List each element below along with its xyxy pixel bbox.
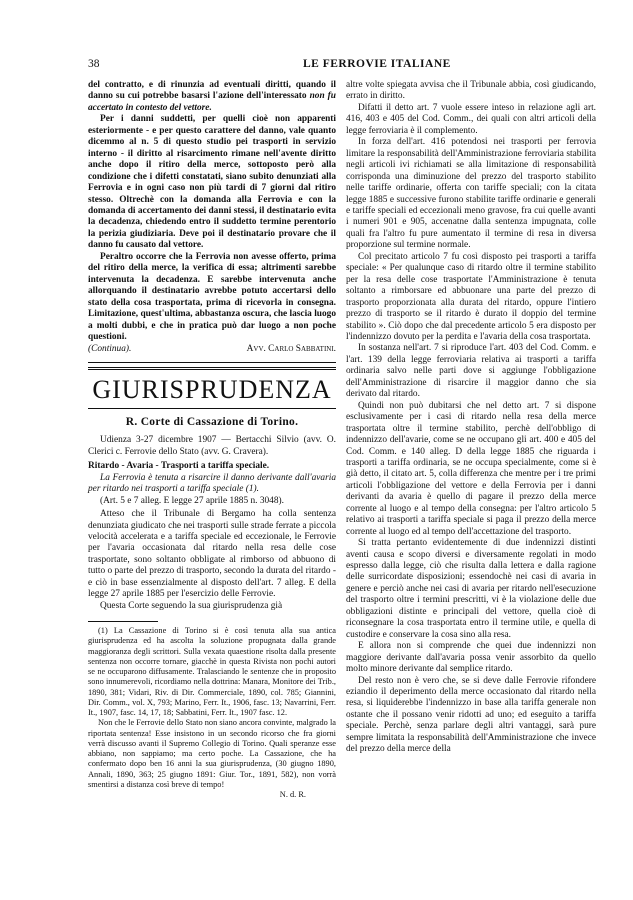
left-column bbox=[88, 80, 336, 800]
paragraph: Difatti il detto art. 7 vuole essere inteso in relazione agli art. 416, 403 e 405 del Cod. Comm., dei quali con altri articoli della legge ferroviaria è il complemento. bbox=[346, 102, 596, 136]
hearing-line: Udienza 3-27 dicembre 1907 — Bertacchi Silvio (avv. O. Clerici c. Ferrovie dello Stato (avv. G. Cravera). bbox=[88, 435, 336, 457]
article-signature bbox=[88, 344, 336, 355]
paragraph: Del resto non è vero che, se si deve dalle Ferrovie rifondere eziandio il deperimento della merce occasionato dal ritardo nella resa, si liquiderebbe l'indennizzo in base alla tariffa generale non ostante che il possano venir ridotti ad uno; ed eseguito a tariffa speciale. Perchè, senza parlare degli altri vantaggi, sarà pure sempre limitata la responsabilità dell'Amministrazione che invece del prezzo della merce della bbox=[346, 675, 596, 755]
paragraph: In forza dell'art. 416 potendosi nei trasporti per ferrovia limitare la responsabilità dell'Amministrazione ferroviaria stabilita negli articoli ivi richiamati se alla limitazione di responsabilità corrisponda una diminuzione del prezzo del trasporto stabilito nelle tariffe ordinarie, offerta con tariffe speciali; con la citata legge 1885 e successive furono stabilite tariffe ordinarie e generali e tariffe speciali ed eccezionali meno gravose, fra cui quelle avanti i numeri 901 e 905, accenatne dalla sentenza impugnata, colle quali fra l'altro fu pure aumentato il termine di resa in diversa proporzione sul termine normale. bbox=[346, 137, 596, 251]
paragraph: Peraltro occorre che la Ferrovia non avesse offerto, prima del ritiro della merce, la verifica di essa; altrimenti sarebbe intervenuta la decadenza. E sarebbe intervenuta anche allorquando il destinatario avrebbe potuto accertarsi dello stato della cosa trasportata, prima di ricevorla in consegna. Limitazione, quest'ultima, abbastanza oscura, che lascia luogo a molti dubbi, e che in pratica può dar luogo a non poche questioni. bbox=[88, 251, 336, 342]
footnote bbox=[88, 621, 336, 800]
law-reference: (Art. 5 e 7 alleg. E legge 27 aprile 1885 n. 3048). bbox=[100, 495, 284, 506]
paragraph: Quindi non può dubitarsi che nel detto art. 7 si dispone esclusivamente per i casi di ritardo nella resa della merce trasportata oltre il termine stabilito, perchè dell'obbligo di indennizzo dell'avarie, come se ne occupano gli art. 400 e 405 del Cod. Comm. e 140 alleg. D della legge 1885 che riguarda i trasporti a tariffa ordinaria, se ne occupa specialmente, come si è già detto, il citato art. 5, colla differenza che mentre per i tre primi articoli l'obbligazione del vettore e della Ferrovia per i danni derivanti da avaria è quello di pagare il prezzo della merce corrente al luogo e al tempo della consegna: per l'altro articolo 5 relativo ai trasporti a tariffa speciale si paga il prezzo della merce corrente al luogo ed al tempo dell'accettazione del trasporto. bbox=[346, 400, 596, 537]
footnote-rule bbox=[88, 621, 158, 622]
paragraph: Si tratta pertanto evidentemente di due indennizzi distinti aventi causa e scopo diversi e diversamente regolati in modo espresso dalla legge, ciò che risulta dalla lettera e dalla ragione delle surricordate disposizioni; essendochè nei casi di avaria in genere e perciò anche nei casi di avaria per ritardo nell'esecuzione del trasporto oltre i termini prescritti, vi è la violazione delle due obbligazioni distinte e principali del vettore, quella cioè di riconsegnare la cosa trasportata entro il termine utile, e quella di custodire e conservare la cosa sino alla resa. bbox=[346, 538, 596, 640]
section-title: GIURISPRUDENZA bbox=[92, 374, 332, 404]
page-number: 38 bbox=[88, 58, 100, 70]
running-title: LE FERROVIE ITALIANE bbox=[303, 58, 451, 70]
article-continuation bbox=[88, 80, 336, 114]
section-divider-double bbox=[88, 367, 336, 370]
paragraph: Per i danni suddetti, per quelli cioè non apparenti esteriormente - e per questo carattere del danno, vale quanto dicemmo al n. 5 di questo studio pei trasporti in servizio interno - il diritto al risarcimento rimane nell'avente diritto anche dopo il ritiro della merce, sottoposto però alla condizione che i difetti constatati, siano subito denunziati alla Ferrovia e in ogni caso non più tardi di 7 giorni dal ritiro stesso. Oltrechè con la domanda alla Ferrovia e con la domanda di accertamento dei danni stessi, il destinatario evita la decadenza, chiedendo entro il suddetto termine perentorio la perizia giudiziaria. Deve poi il destinatario provare che il danno fu causato dal vettore. bbox=[88, 114, 336, 251]
footnote-text: Non che le Ferrovie dello Stato non siano ancora convinte, malgrado la riportata sentenza! Esse insistono in un secondo ricorso che fra giorni verrà discusso avanti il Supremo Collegio di Torino. Quali speranze esse abbiano, non sappiamo; ma certo poche. La Cassazione, che ha confermato dopo ben 16 anni la sua giurisprudenza, (30 giugno 1890, Annali, 1890, 363; 25 giugno 1891: Giur. Tor., 1891, 582), non vorrà smentirsi a distanza così breve di tempo! bbox=[88, 718, 336, 789]
court-heading: R. Corte di Cassazione di Torino. bbox=[125, 415, 299, 428]
right-column bbox=[346, 80, 596, 756]
paragraph: altre volte spiegata avvisa che il Tribunale abbia, così giudicando, errato in diritto. bbox=[346, 80, 596, 102]
paragraph: In sostanza nell'art. 7 si riproduce l'art. 403 del Cod. Comm. e l'art. 139 della legge ferroviaria relativa ai trasporti a tariffa ordinaria salvo nelle parti dove si aggiunge l'obbligazione dell'Amministrazione di risarcire il maggior danno che sia derivato dal ritardo. bbox=[346, 343, 596, 400]
paragraph: Questa Corte seguendo la sua giurisprudenza già bbox=[100, 600, 283, 611]
paragraph: E allora non si comprende che quei due indennizzi non maggiore derivante dall'avaria possa venir assorbito da quello molto minore derivante dal semplice ritardo. bbox=[346, 641, 596, 675]
italic-phrase: non fu accertato in contesto del vettore. bbox=[88, 91, 336, 113]
author-name: Avv. Carlo Sabbatini. bbox=[246, 344, 336, 355]
paragraph: Col precitato articolo 7 fu così disposto pei trasporti a tariffa speciale: « Per qualunque caso di ritardo oltre il termine stabilito per la resa delle cose trasportate l'Amministrazione è tenuta soltanto a rimborsare ed abbuonare una parte del prezzo di trasporto proporzionata alla durata del ritardo, oppure l'intiero prezzo di trasporto se il ritardo è durato il doppio del termine stabilito ». Ciò dopo che dal precedente articolo 5 era disposto per l'indennizzo dovuto per la perdita e l'avaria della cosa trasportata. bbox=[346, 251, 596, 342]
case-heading: Ritardo - Avaria - Trasporti a tariffa speciale. bbox=[88, 461, 270, 472]
footnote-text: (1) La Cassazione di Torino si è così tenuta alla sua antica giurisprudenza ed ha ascolta la soluzione propugnata dalla grande maggioranza degli scrittori. Sulla vexata quaestione risolta dalla presente sentenza non occorre tornare, giacchè in questa Rivista non pochi autori se ne occuparono diffusamente. Tralasciando le sentenze che in proposito sono innumerevoli, ricordiamo nella dottrina: Manara, Monitore dei Trib., 1890, 381; Vidari, Riv. di Dir. Commerciale, 1890, col. 785; Giannini, Dir. Comm., vol. X, 793; Marino, Ferr. It., 1906, fasc. 13; Navarrini, Ferr. It., 1907, fasc. 14, 17, 18; Sabbatini, Ferr. It., 1907 fasc. 12. bbox=[88, 626, 336, 718]
page-header bbox=[88, 58, 593, 74]
section-divider bbox=[88, 408, 336, 409]
section-divider bbox=[88, 362, 336, 363]
editor-note-sign: N. d. R. bbox=[279, 790, 306, 800]
paragraph-text: del contratto, e di rinunzia ad eventuali diritti, quando il danno su cui potrebbe basarsi l'azione dell'interessato bbox=[88, 80, 336, 102]
paragraph: Atteso che il Tribunale di Bergamo ha colla sentenza denunziata giudicato che nei trasporti sulle strade ferrate a piccola velocità accelerata e a tariffa speciale ed eccezionale, le Ferrovie per l'avaria occasionata dal ritardo nella resa delle cose trasportate, sono soltanto obbligate al rimborso od abbuono di tutto o parte del prezzo di trasporto, secondo la durata del ritardo - e ciò in base essenzialmente al disposto dell'art. 7 alleg. E della legge 27 aprile 1885 per l'esercizio delle Ferrovie. bbox=[88, 509, 336, 600]
legal-maxim: La Ferrovia è tenuta a risarcire il danno derivante dall'avaria per ritardo nei trasporti a tariffa speciale (1). bbox=[88, 472, 336, 495]
continua-label: (Continua). bbox=[88, 344, 132, 355]
